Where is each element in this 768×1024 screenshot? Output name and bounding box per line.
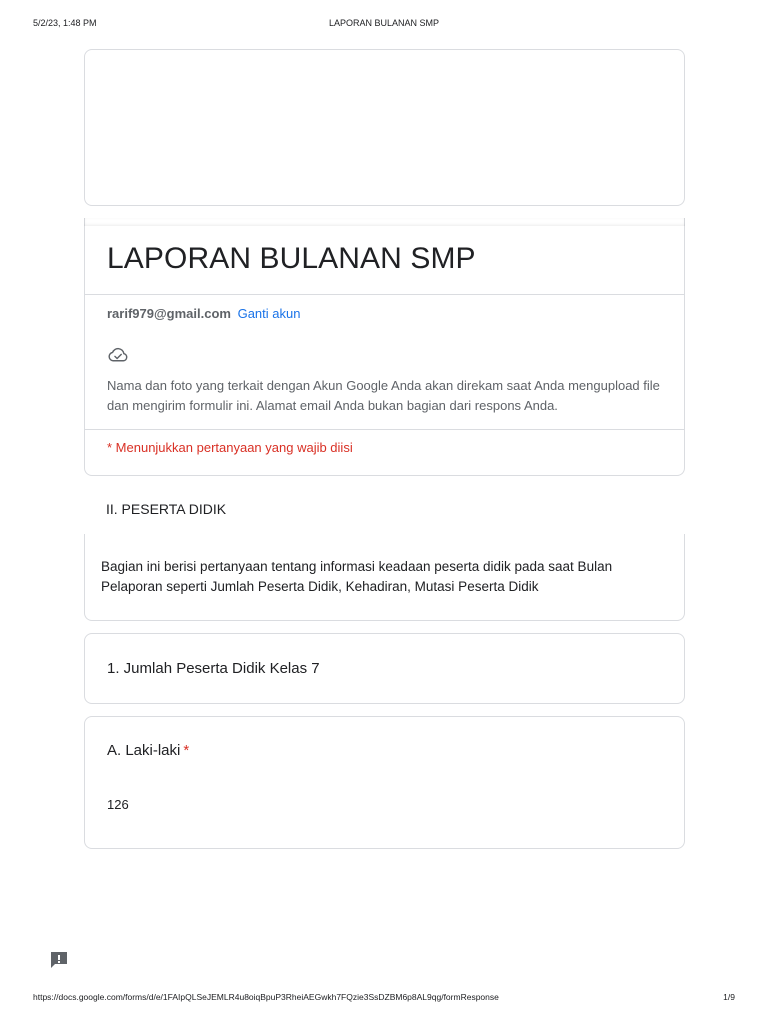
print-date: 5/2/23, 1:48 PM — [33, 18, 97, 28]
required-note: * Menunjukkan pertanyaan yang wajib diisi — [107, 440, 353, 455]
card-top-edge — [84, 218, 685, 226]
account-line — [107, 306, 300, 321]
account-email: rarif979@gmail.com — [107, 306, 231, 321]
print-doc-title: LAPORAN BULANAN SMP — [328, 18, 440, 28]
title-divider — [85, 294, 684, 295]
cloud-done-icon — [107, 345, 129, 363]
page-number: 1/9 — [723, 992, 735, 1002]
question-title: 1. Jumlah Peserta Didik Kelas 7 — [107, 660, 320, 677]
question-card-group — [84, 633, 685, 704]
section-description: Bagian ini berisi pertanyaan tentang informasi keadaan peserta didik pada saat Bulan Pelaporan seperti Jumlah Peserta Didik, Kehadiran, Mutasi Peserta Didik — [101, 559, 613, 594]
section-description-card — [84, 534, 685, 621]
print-header — [33, 18, 735, 32]
notice-divider — [85, 429, 684, 430]
required-asterisk: * — [183, 742, 190, 759]
question-title-text: A. Laki-laki — [107, 742, 181, 759]
section-title: II. PESERTA DIDIK — [106, 501, 227, 517]
header-banner — [84, 49, 685, 206]
print-footer — [33, 992, 735, 1004]
feedback-icon[interactable] — [49, 950, 69, 970]
answer-value: 126 — [107, 797, 129, 812]
print-url: https://docs.google.com/forms/d/e/1FAIpQLSeJEMLR4u8oiqBpuP3RheiAEGwkh7FQzie3SsDZBM6p8AL9qg/formResponse — [33, 992, 499, 1002]
question-title — [107, 742, 189, 759]
switch-account-link[interactable]: Ganti akun — [237, 306, 301, 321]
form-title: LAPORAN BULANAN SMP — [107, 242, 476, 275]
form-title-card — [84, 218, 685, 476]
privacy-notice: Nama dan foto yang terkait dengan Akun Google Anda akan direkam saat Anda mengupload file dan mengirim formulir ini. Alamat email Anda bukan bagian dari respons Anda. — [107, 378, 660, 413]
question-card-laki-laki — [84, 716, 685, 849]
